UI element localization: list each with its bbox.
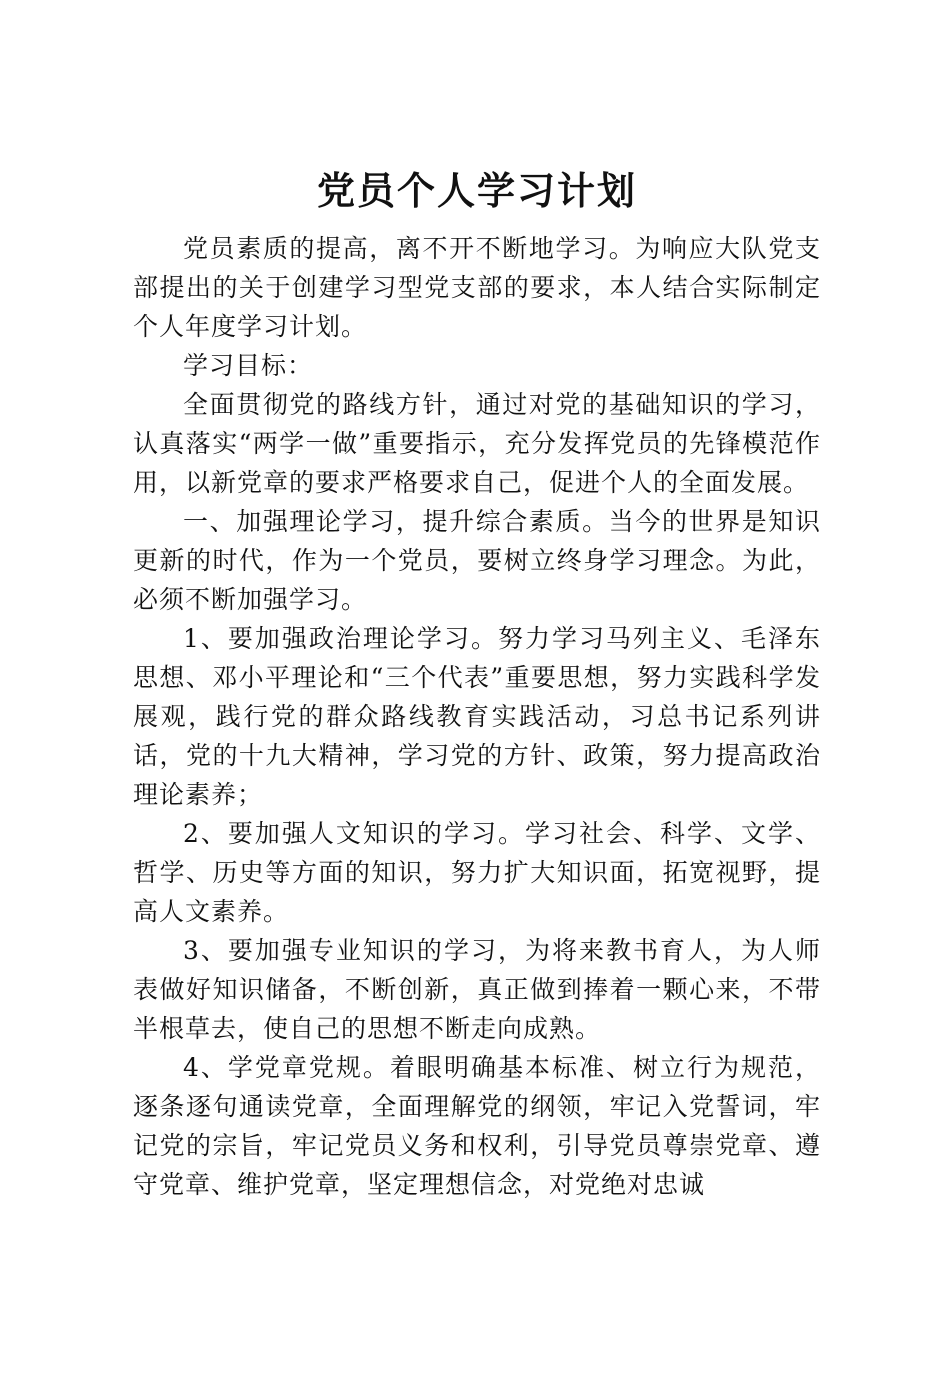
paragraph-item-1: 1、要加强政治理论学习。努力学习马列主义、毛泽东思想、邓小平理论和“三个代表”重要思想，努力实践科学发展观，践行党的群众路线教育实践活动，习总书记系列讲话，党的十九大精神，学习党的方针、政策，努力提高政治理论素养； [133, 624, 821, 809]
paragraph-item-3: 3、要加强专业知识的学习，为将来教书育人，为人师表做好知识储备，不断创新，真正做到捧着一颗心来，不带半根草去，使自己的思想不断走向成熟。 [133, 936, 821, 1043]
paragraph-intro: 党员素质的提高，离不开不断地学习。为响应大队党支部提出的关于创建学习型党支部的要求，本人结合实际制定个人年度学习计划。 [133, 234, 821, 341]
paragraph-section-one: 一、加强理论学习，提升综合素质。当今的世界是知识更新的时代，作为一个党员，要树立终身学习理念。为此，必须不断加强学习。 [133, 507, 821, 614]
paragraph-item-2: 2、要加强人文知识的学习。学习社会、科学、文学、哲学、历史等方面的知识，努力扩大知识面，拓宽视野，提高人文素养。 [133, 819, 821, 926]
document-body [133, 229, 821, 1204]
document-title: 党员个人学习计划 [316, 168, 637, 213]
document-page [133, 163, 821, 1204]
paragraph-goal-heading: 学习目标： [183, 351, 314, 380]
paragraph-goal: 全面贯彻党的路线方针，通过对党的基础知识的学习，认真落实“两学一做”重要指示，充分发挥党员的先锋模范作用，以新党章的要求严格要求自己，促进个人的全面发展。 [133, 390, 821, 497]
paragraph-item-4: 4、学党章党规。着眼明确基本标准、树立行为规范，逐条逐句通读党章，全面理解党的纲领，牢记入党誓词，牢记党的宗旨，牢记党员义务和权利，引导党员尊崇党章、遵守党章、维护党章，坚定理想信念，对党绝对忠诚 [133, 1053, 821, 1199]
